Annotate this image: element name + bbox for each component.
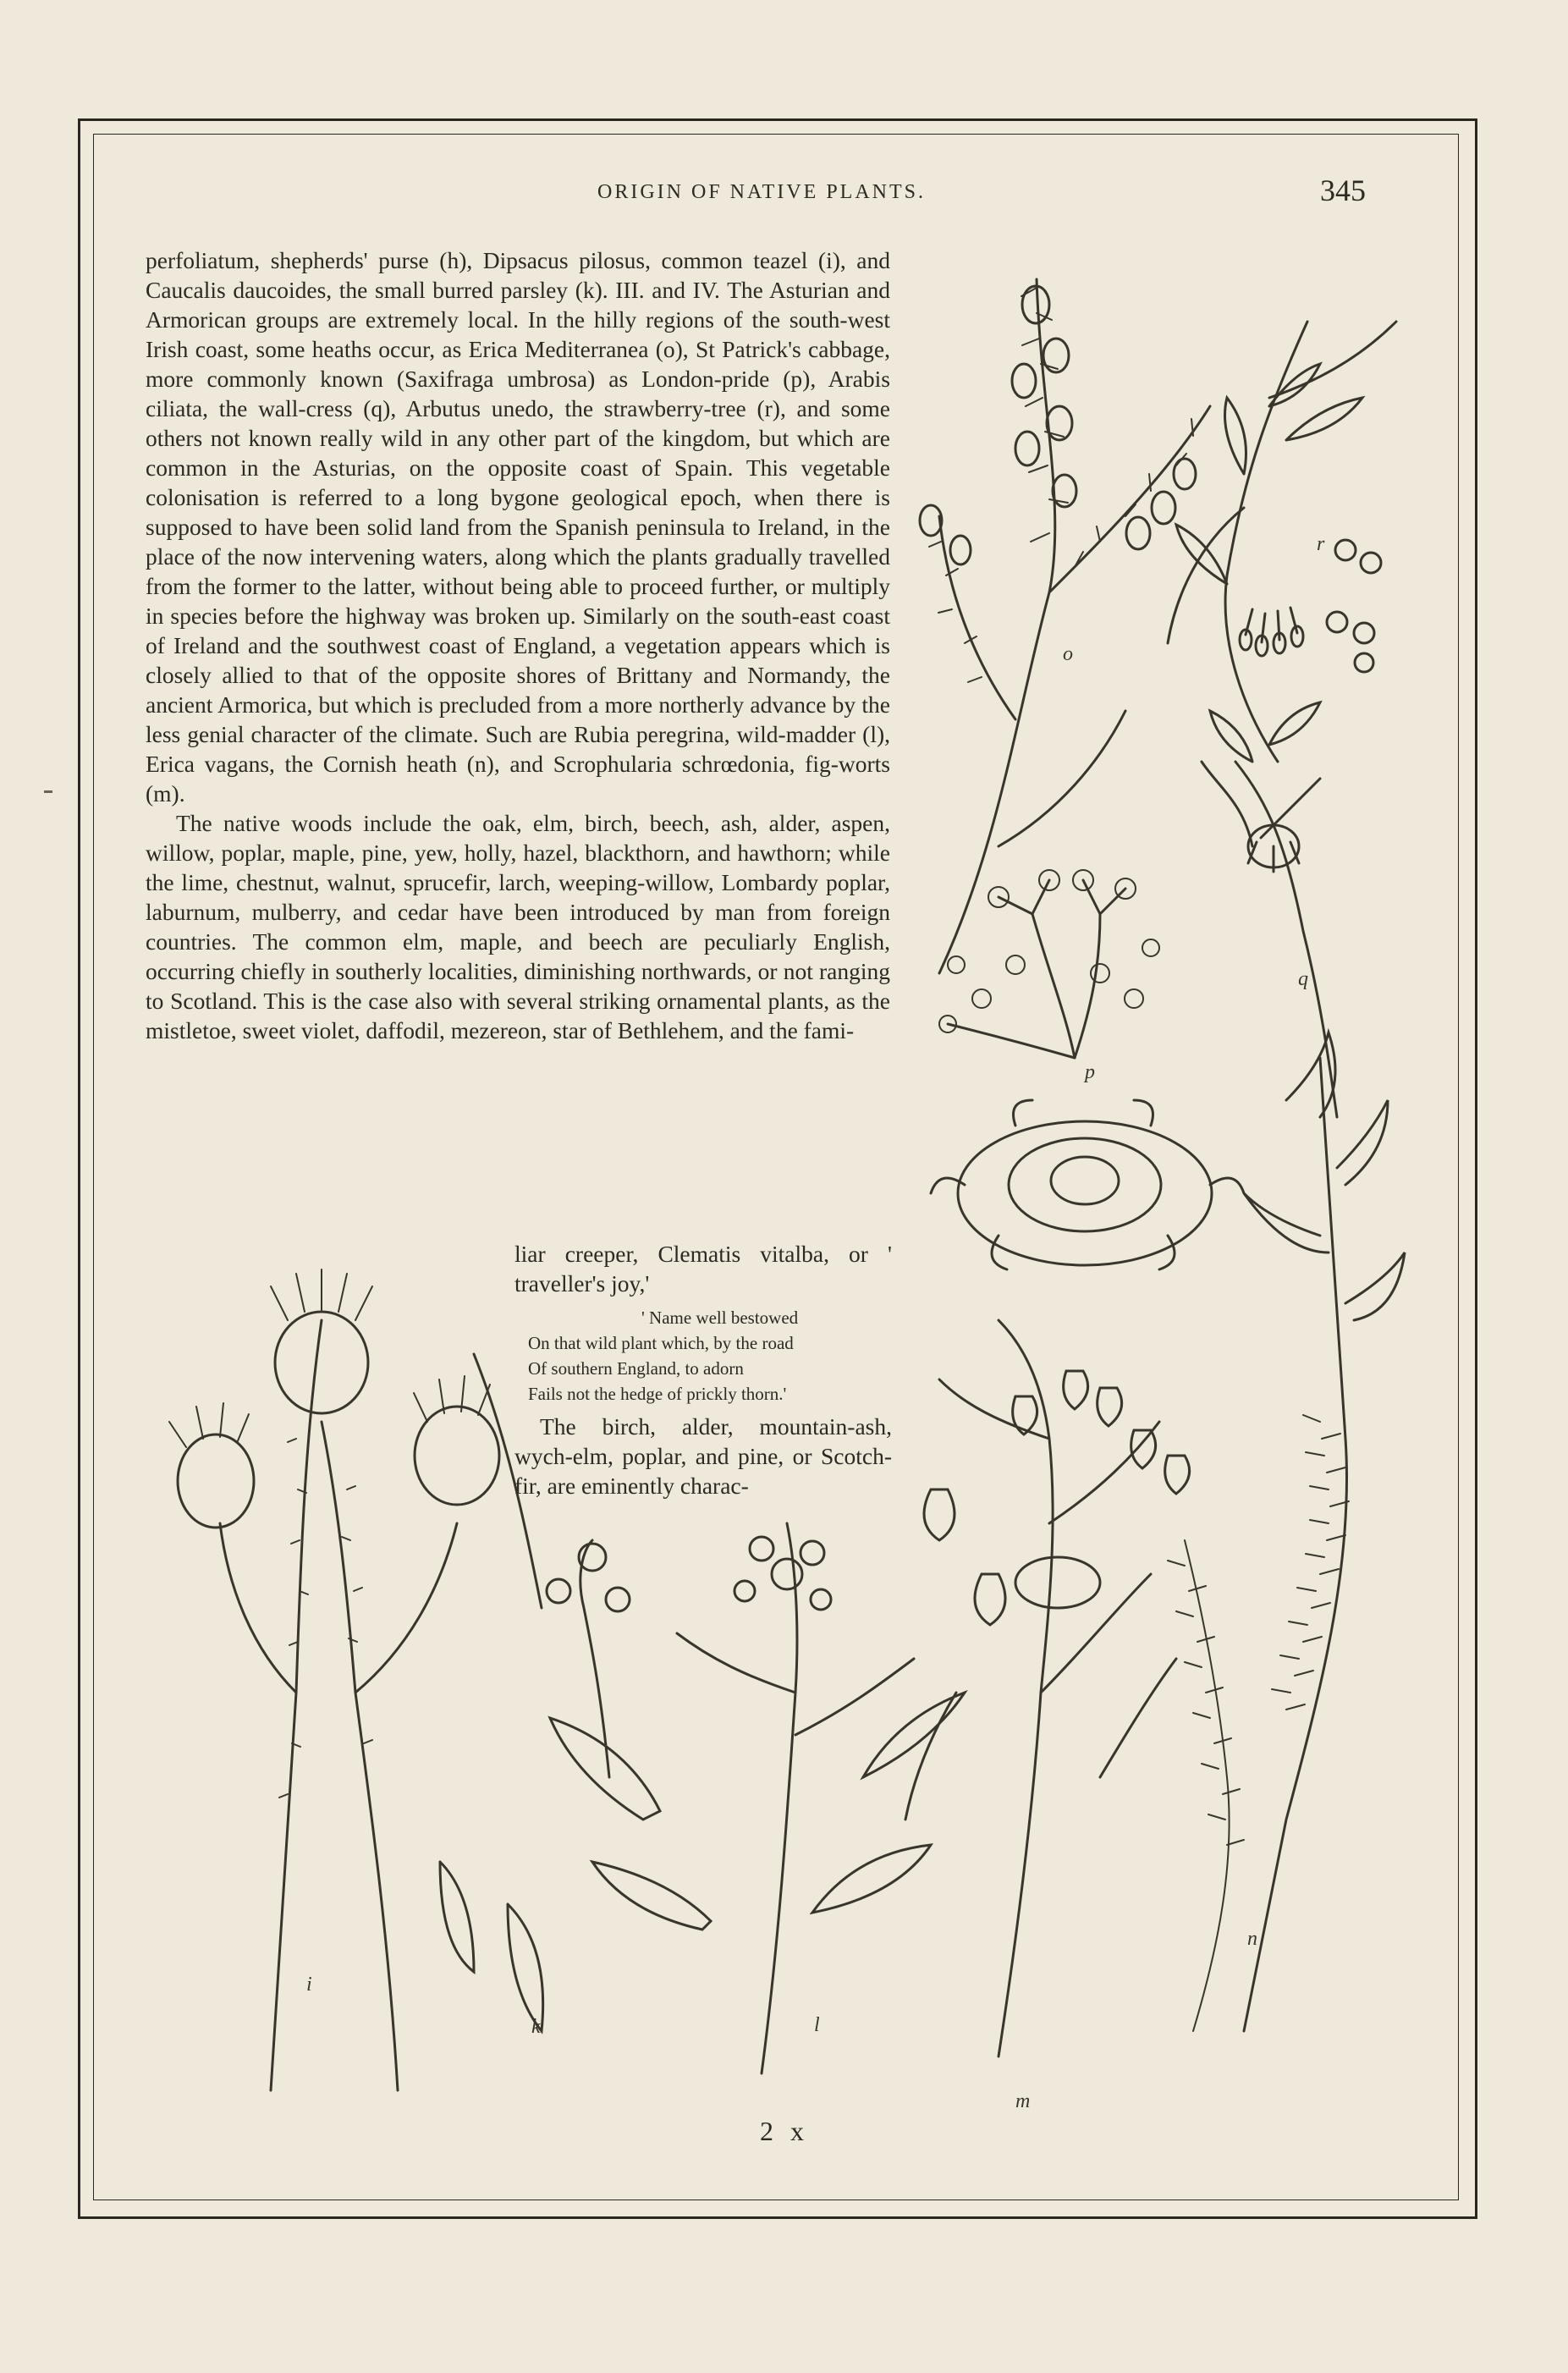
strawberry-tree-illustration: [1168, 322, 1396, 762]
figure-label-r: r: [1317, 533, 1325, 555]
page-number: 345: [1320, 173, 1366, 207]
london-pride-illustration: [939, 870, 1159, 1058]
wall-cress-illustration: [1202, 702, 1337, 1117]
figure-label-k: k: [531, 2016, 541, 2038]
cornish-heath-illustration: [1168, 1032, 1405, 2031]
paragraph-2-continued: liar creeper, Clematis vitalba, or ' traveller's joy,': [514, 1241, 892, 1297]
verse-line: On that wild plant which, by the road: [528, 1333, 794, 1353]
verse-line: Fails not the hedge of prickly thorn.': [528, 1384, 787, 1404]
heath-sprig-illustration: [920, 279, 1210, 973]
teazel-illustration: [169, 1269, 543, 2090]
figure-label-l: l: [814, 2014, 820, 2036]
figure-label-m: m: [1015, 2090, 1031, 2112]
verse-line: ' Name well bestowed: [641, 1308, 799, 1328]
signature-mark: 2 x: [760, 2116, 809, 2146]
flower-head-illustration: [931, 1100, 1244, 1269]
wild-madder-illustration: [547, 1523, 965, 2073]
figure-label-n: n: [1247, 1928, 1257, 1950]
running-title: ORIGIN OF NATIVE PLANTS.: [597, 181, 926, 203]
paragraph-3: The birch, alder, mountain-ash, wych-elm, poplar, and pine, or Scotch-fir, are eminently charac-: [514, 1413, 892, 1499]
figure-label-i: i: [306, 1974, 312, 1996]
paragraph-1: perfoliatum, shepherds' purse (h), Dipsacus pilosus, common teazel (i), and Caucalis daucoides, the small burred parsley (k). III. and IV. The Asturian and Armorican groups are extremely local. In the hilly regions of the south-west Irish coast, some heaths occur, as Erica Mediterranea (o), St Patrick's cabbage, more commonly known (Saxifraga umbrosa) as London-pride (p), Arabis ciliata, the wall-cress (q), Arbutus unedo, the strawberry-tree (r), and some others not known really wild in any other part of the kingdom, but which are common in the Asturias, on the opposite coast of Spain. This vegetable colonisation is referred to a long bygone geological epoch, when there is supposed to have been solid land from the Spanish peninsula to Ireland, in the place of the now intervening waters, along which the plants gradually travelled from the former to the latter, without being able to proceed further, or multiply in species before the highway was broken up. Similarly on the south-east coast of Ireland and the southwest coast of England, a vegetation appears which is closely allied to that of the opposite shores of Brittany and Normandy, the ancient Armorica, but which is precluded from a more northerly advance by the less genial character of the climate. Such are Rubia peregrina, wild-madder (l), Erica vagans, the Cornish heath (n), and Scrophularia schrœdonia, fig-worts (m).: [146, 247, 890, 807]
figure-label-o: o: [1063, 643, 1073, 665]
verse-line: Of southern England, to adorn: [528, 1358, 744, 1379]
figure-label-q: q: [1298, 968, 1308, 990]
figure-label-p: p: [1085, 1061, 1095, 1083]
paragraph-2: The native woods include the oak, elm, birch, beech, ash, alder, aspen, willow, poplar, maple, pine, yew, holly, hazel, blackthorn, and hawthorn; while the lime, chestnut, walnut, sprucefir, larch, weeping-willow, Lombardy poplar, laburnum, mulberry, and cedar have been introduced by man from foreign countries. The common elm, maple, and beech are peculiarly English, occurring chiefly in southerly localities, diminishing northwards, or not ranging to Scotland. This is the case also with several striking ornamental plants, as the mistletoe, sweet violet, daffodil, mezereon, star of Bethlehem, and the fami-: [146, 810, 890, 1043]
fig-wort-illustration: [905, 1320, 1190, 2056]
